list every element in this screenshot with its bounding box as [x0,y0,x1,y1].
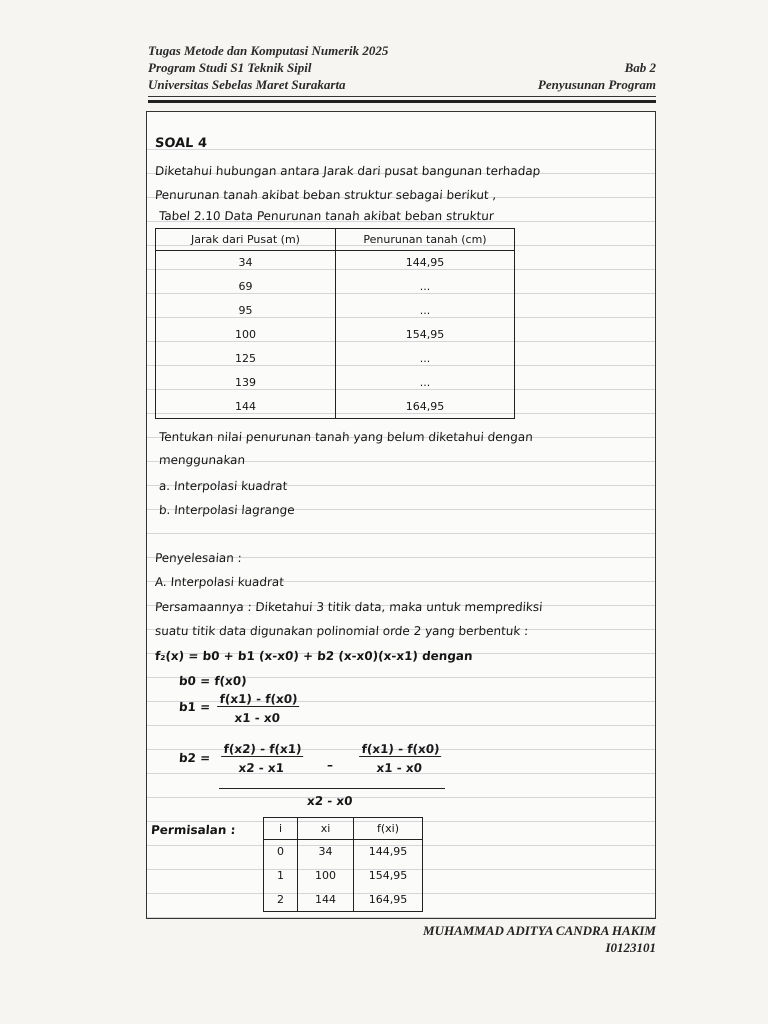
cell-settlement: 144,95 [336,251,515,275]
b1-numerator: f(x1) - f(x0) [217,692,300,707]
quadratic-polynomial-equation: f₂(x) = b0 + b1 (x-x0) + b2 (x-x0)(x-x1) dengan [154,649,474,663]
task-line-2: menggunakan [158,453,246,467]
column-header-xi: xi [298,818,354,840]
cell-distance: 95 [156,299,336,323]
intro-line-1: Diketahui hubungan antara Jarak dari pusat bangunan terhadap [154,164,541,178]
cell-settlement: ... [336,347,515,371]
cell-fxi: 154,95 [354,864,423,888]
cell-distance: 100 [156,323,336,347]
cell-distance: 144 [156,395,336,419]
table-row [156,395,515,419]
data-points-table [263,817,423,912]
b2-first-fraction [220,742,304,775]
table-row [156,371,515,395]
table-row [156,347,515,371]
b2-numerator-2: f(x1) - f(x0) [359,742,442,757]
column-header-fxi: f(xi) [354,818,423,840]
header-chapter-title: Penyusunan Program [537,77,656,92]
table-row [264,888,423,912]
equation-intro-1: Persamaannya : Diketahui 3 titik data, maka untuk memprediksi [154,600,543,614]
section-a-heading: A. Interpolasi kuadrat [154,575,285,589]
header-program: Program Studi S1 Teknik Sipil [148,60,312,75]
b2-denominator-2: x1 - x0 [376,761,423,775]
cell-distance: 69 [156,275,336,299]
page-header [148,42,656,93]
cell-distance: 139 [156,371,336,395]
option-b: b. Interpolasi lagrange [158,503,296,517]
cell-fxi: 144,95 [354,840,423,864]
b2-denominator-1: x2 - x1 [238,761,285,775]
table-header-row [156,229,515,251]
author-name: MUHAMMAD ADITYA CANDRA HAKIM [423,923,656,938]
cell-xi: 144 [298,888,354,912]
cell-i: 1 [264,864,298,888]
column-header-i: i [264,818,298,840]
column-header-distance: Jarak dari Pusat (m) [156,229,336,251]
cell-settlement: 164,95 [336,395,515,419]
b1-denominator: x1 - x0 [234,711,281,725]
table-row [264,864,423,888]
table-row [264,840,423,864]
b0-equation: b0 = f(x0) [178,674,248,688]
cell-i: 2 [264,888,298,912]
table-row [156,251,515,275]
page-footer [423,922,656,956]
table-caption: Tabel 2.10 Data Penurunan tanah akibat beban struktur [158,209,495,223]
header-chapter: Bab 2 [624,60,656,75]
cell-xi: 34 [298,840,354,864]
b2-label: b2 = [178,751,211,765]
b2-minus-sign: – [326,758,334,772]
intro-line-2: Penurunan tanah akibat beban struktur sebagai berikut , [154,188,497,202]
cell-distance: 125 [156,347,336,371]
task-line-1: Tentukan nilai penurunan tanah yang belum diketahui dengan [158,430,534,444]
solution-heading: Penyelesaian : [154,551,243,565]
b1-label: b1 = [178,700,211,714]
table-header-row [264,818,423,840]
cell-settlement: ... [336,371,515,395]
header-rule [148,96,656,103]
student-id: I0123101 [605,940,656,955]
table-row [156,323,515,347]
cell-xi: 100 [298,864,354,888]
cell-settlement: ... [336,275,515,299]
b2-second-fraction [358,742,442,775]
column-header-settlement: Penurunan tanah (cm) [336,229,515,251]
b1-fraction [216,692,300,725]
table-row [156,299,515,323]
permisalan-label: Permisalan : [150,823,236,837]
b2-main-fraction-bar [219,788,445,789]
table-row [156,275,515,299]
cell-i: 0 [264,840,298,864]
b2-main-denominator: x2 - x0 [306,794,354,808]
cell-settlement: ... [336,299,515,323]
b2-numerator-1: f(x2) - f(x1) [221,742,304,757]
equation-intro-2: suatu titik data digunakan polinomial orde 2 yang berbentuk : [154,624,529,638]
cell-fxi: 164,95 [354,888,423,912]
header-course: Tugas Metode dan Komputasi Numerik 2025 [148,43,389,58]
header-university: Universitas Sebelas Maret Surakarta [148,77,346,92]
option-a: a. Interpolasi kuadrat [158,479,288,493]
soal-title: SOAL 4 [154,136,208,151]
settlement-data-table [155,228,515,419]
cell-settlement: 154,95 [336,323,515,347]
handwritten-sheet [146,111,656,919]
cell-distance: 34 [156,251,336,275]
